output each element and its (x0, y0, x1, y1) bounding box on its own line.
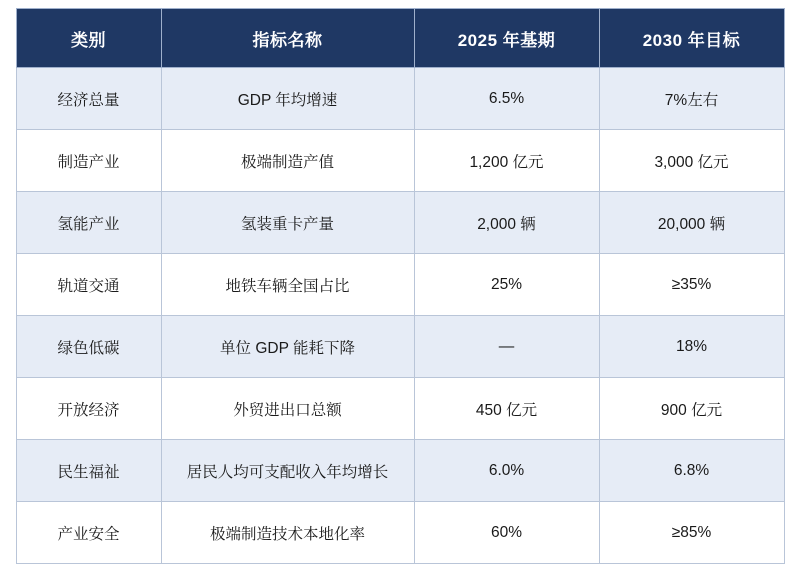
table-row (16, 68, 784, 130)
cell-category: 经济总量 (16, 68, 161, 130)
table-row (16, 192, 784, 254)
metrics-table (16, 8, 785, 564)
cell-baseline: 60% (414, 502, 599, 564)
cell-baseline: 25% (414, 254, 599, 316)
cell-indicator-name: 单位 GDP 能耗下降 (161, 316, 414, 378)
cell-baseline: 450 亿元 (414, 378, 599, 440)
cell-category: 民生福祉 (16, 440, 161, 502)
cell-baseline: 6.0% (414, 440, 599, 502)
table-header-row (16, 9, 784, 68)
cell-indicator-name: 外贸进出口总额 (161, 378, 414, 440)
column-header-target-2030: 2030 年目标 (599, 9, 784, 68)
cell-target: 900 亿元 (599, 378, 784, 440)
table-row (16, 254, 784, 316)
cell-baseline: 6.5% (414, 68, 599, 130)
cell-baseline: — (414, 316, 599, 378)
table-header (16, 9, 784, 68)
table-row (16, 316, 784, 378)
cell-indicator-name: 氢装重卡产量 (161, 192, 414, 254)
table-row (16, 502, 784, 564)
cell-target: ≥35% (599, 254, 784, 316)
cell-category: 氢能产业 (16, 192, 161, 254)
column-header-category: 类别 (16, 9, 161, 68)
column-header-baseline-2025: 2025 年基期 (414, 9, 599, 68)
table-row (16, 130, 784, 192)
cell-indicator-name: GDP 年均增速 (161, 68, 414, 130)
table-body (16, 68, 784, 564)
cell-target: 7%左右 (599, 68, 784, 130)
table-row (16, 378, 784, 440)
cell-indicator-name: 居民人均可支配收入年均增长 (161, 440, 414, 502)
cell-baseline: 2,000 辆 (414, 192, 599, 254)
cell-target: 20,000 辆 (599, 192, 784, 254)
cell-indicator-name: 地铁车辆全国占比 (161, 254, 414, 316)
cell-category: 绿色低碳 (16, 316, 161, 378)
cell-category: 轨道交通 (16, 254, 161, 316)
cell-category: 制造产业 (16, 130, 161, 192)
cell-target: ≥85% (599, 502, 784, 564)
table-row (16, 440, 784, 502)
cell-target: 3,000 亿元 (599, 130, 784, 192)
cell-category: 产业安全 (16, 502, 161, 564)
cell-indicator-name: 极端制造技术本地化率 (161, 502, 414, 564)
cell-target: 18% (599, 316, 784, 378)
cell-category: 开放经济 (16, 378, 161, 440)
cell-indicator-name: 极端制造产值 (161, 130, 414, 192)
cell-target: 6.8% (599, 440, 784, 502)
column-header-indicator-name: 指标名称 (161, 9, 414, 68)
cell-baseline: 1,200 亿元 (414, 130, 599, 192)
